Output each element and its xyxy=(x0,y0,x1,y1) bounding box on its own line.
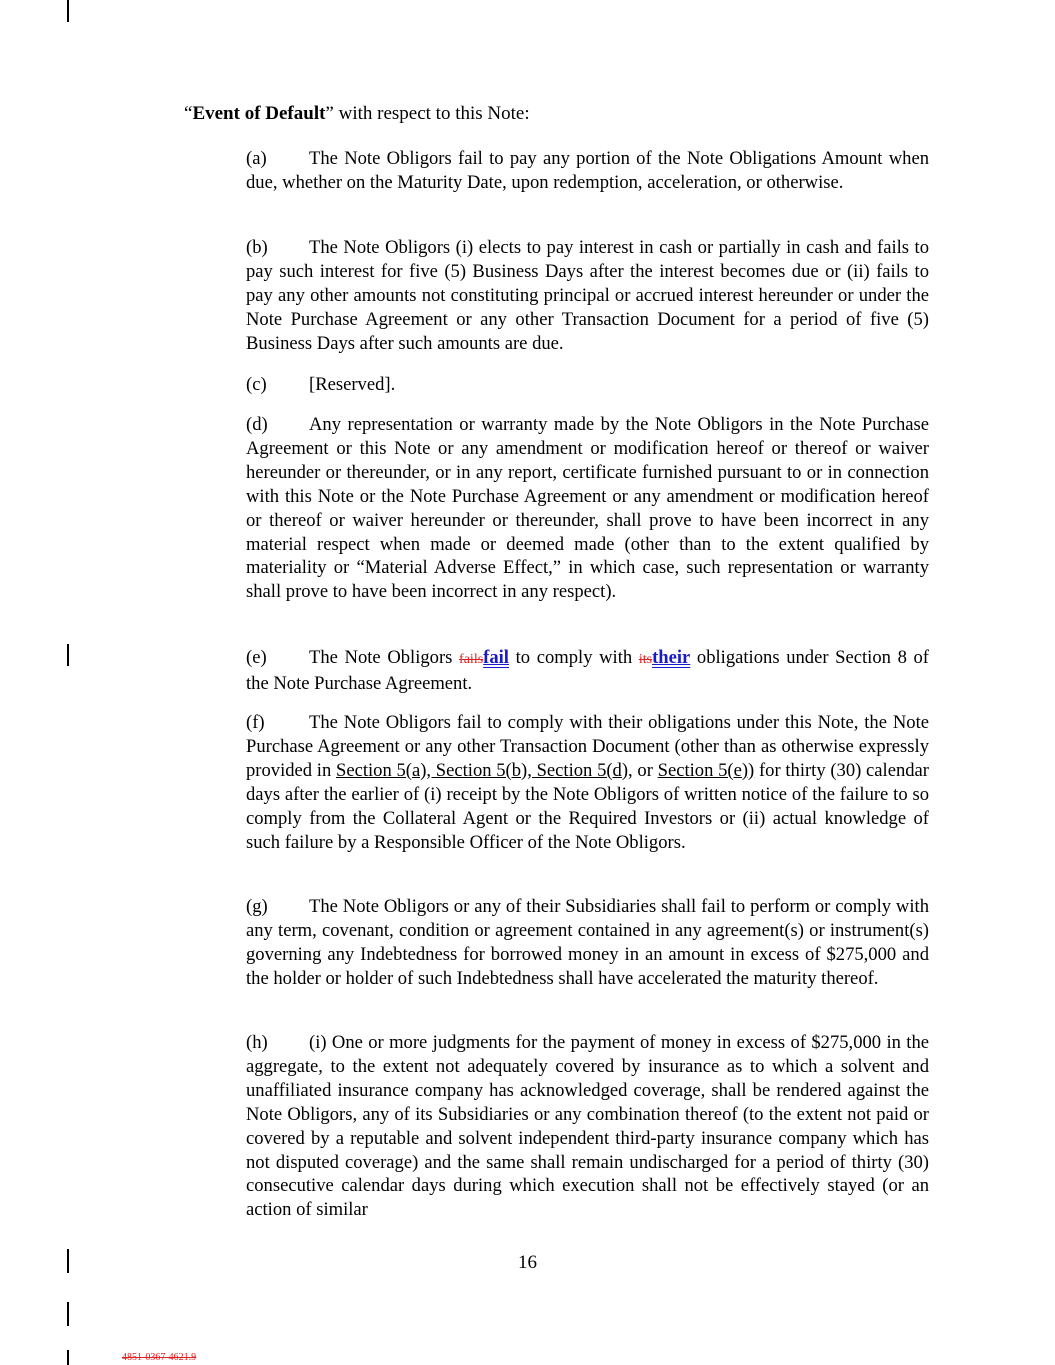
defined-term: Event of Default xyxy=(192,103,326,124)
section-reference: Section 5(a), Section 5(b), Section 5(d), xyxy=(335,759,633,781)
definition-heading: “Event of Default” with respect to this Note: xyxy=(184,103,530,124)
clause-f: (f) The Note Obligors fail to comply with their obligations under this Note, the Note Purchase Agreement or any other Transaction Document (other than as otherwise expressly provided in Section 5(a), Section 5(b), Section 5(d), or Section 5(e)) for thirty (30) calendar days after the earlier of (i) receipt by the Note Obligors of written notice of the failure to so comply from the Collateral Agent or the Required Investors or (ii) actual knowledge of such failure by a Responsible Officer of the Note Obligors. xyxy=(246,712,930,853)
clause-label: (g) xyxy=(246,896,268,917)
document-id: 4851-0367-4621.9 xyxy=(122,1352,197,1363)
clause-c xyxy=(246,373,929,397)
change-bar xyxy=(67,0,69,22)
page-number: 16 xyxy=(518,1252,537,1273)
clause-label: (a) xyxy=(246,148,267,169)
clause-text: Any representation or warranty made by the Note Obligors in the Note Purchase Agreement or this Note or any amendment or modification hereof or thereof or waiver hereunder or thereunder, or in any report, certificate furnished pursuant to or in connection with this Note or the Note Purchase Agreement or any amendment or modification hereof or thereof or waiver hereunder or thereunder, shall prove to have been incorrect in any material respect when made or deemed made (other than to the extent qualified by materiality or “Material Adverse Effect,” in which case, such representation or warranty shall prove to have been incorrect in any respect). xyxy=(246,414,929,603)
clause-a xyxy=(246,147,929,195)
clause-e: (e) The Note Obligors failsfail to comply with itstheir obligations under Section 8 of the Note Purchase Agreement. xyxy=(246,647,929,694)
clause-text: The Note Obligors (i) elects to pay interest in cash or partially in cash and fails to pay such interest for five (5) Business Days after the interest becomes due or (ii) fails to pay any other amounts not constituting principal or accrued interest hereunder or under the Note Purchase Agreement or any other Transaction Document for a period of five (5) Business Days after such amounts are due. xyxy=(246,237,929,354)
clause-label: (f) xyxy=(246,712,265,733)
clause-h xyxy=(246,1031,929,1222)
deleted-text: its xyxy=(638,652,653,667)
inserted-text: fail xyxy=(483,647,509,668)
clause-text: [Reserved]. xyxy=(309,374,396,395)
clause-label: (d) xyxy=(246,414,268,435)
clause-text: The Note Obligors or any of their Subsidiaries shall fail to perform or comply with any term, covenant, condition or agreement contained in any agreement(s) or instrument(s) governing any Indebtedness for borrowed money in an amount in excess of $275,000 and the holder or holder of such Indebtedness shall have accelerated the maturity thereof. xyxy=(246,896,929,989)
clause-label: (c) xyxy=(246,374,267,395)
clause-b xyxy=(246,236,929,356)
change-bar xyxy=(67,644,69,666)
clause-g xyxy=(246,895,929,991)
inserted-text: their xyxy=(652,647,691,668)
clause-label: (b) xyxy=(246,237,268,258)
clause-label: (e) xyxy=(246,647,267,668)
clause-text: The Note Obligors fail to pay any portion of the Note Obligations Amount when due, whether on the Maturity Date, upon redemption, acceleration, or otherwise. xyxy=(246,148,929,193)
clause-text: (i) One or more judgments for the payment of money in excess of $275,000 in the aggregate, to the extent not adequately covered by insurance as to which a solvent and unaffiliated insurance company has acknowledged coverage, shall be rendered against the Note Obligors, any of its Subsidiaries or any combination thereof (to the extent not paid or covered by a reputable and solvent independent third-party insurance company which has not disputed coverage) and the same shall remain undischarged for a period of thirty (30) consecutive calendar days during which execution shall not be effectively stayed (or an action of similar xyxy=(246,1032,929,1221)
change-bar xyxy=(67,1302,69,1326)
deleted-text: fails xyxy=(459,652,484,667)
clause-d xyxy=(246,413,929,604)
clause-label: (h) xyxy=(246,1032,268,1053)
change-bar xyxy=(67,1350,69,1365)
section-reference: Section 5(e)) xyxy=(657,759,755,781)
